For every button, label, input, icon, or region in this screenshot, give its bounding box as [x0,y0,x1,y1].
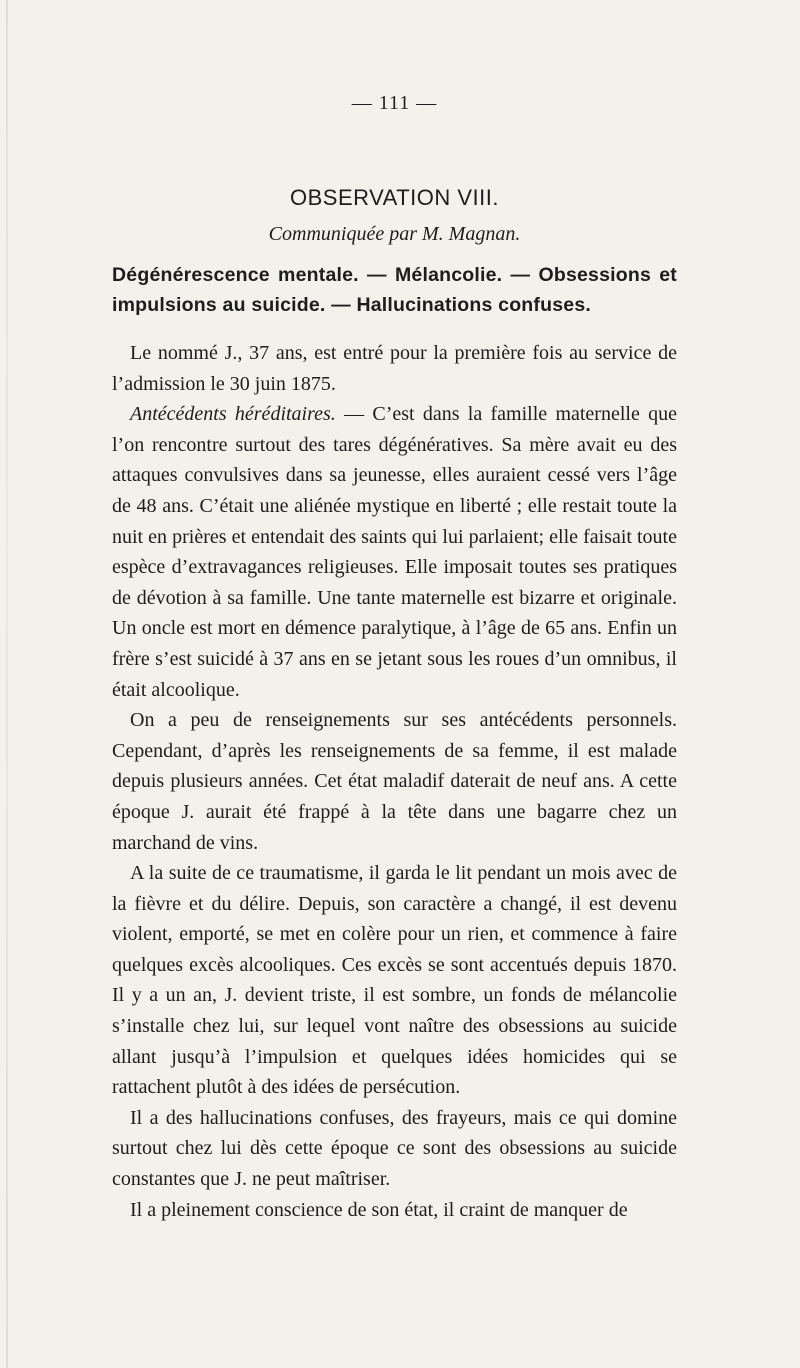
paragraph [112,1195,677,1226]
paragraph [112,338,677,399]
observation-subtitle: Communiquée par M. Magnan. [268,223,521,245]
page-content [112,92,677,1225]
paragraph-lead: Antécédents héréditaires. [130,403,336,426]
paragraph-text: Le nommé J., 37 ans, est entré pour la première fois au service de l’admission le 30 juin 1875. [112,342,677,395]
paragraph-text: Il a des hallucinations confuses, des frayeurs, mais ce qui domine surtout chez lui dès cette époque ce sont des obsessions au suicide constantes que J. ne peut maîtriser. [112,1106,677,1191]
paragraph [112,858,677,1103]
paragraph [112,399,677,705]
paragraph [112,1103,677,1195]
paragraph-text: Il a pleinement conscience de son état, il craint de manquer de [130,1198,628,1221]
paragraph-text: A la suite de ce traumatisme, il garda le lit pendant un mois avec de la fièvre et du délire. Depuis, son caractère a changé, il est devenu violent, emporté, se met en colère pour un rien, et commence à faire quelques excès alcooliques. Ces excès se sont accentués depuis 1870. Il y a un an, J. devient triste, il est sombre, un fonds de mélancolie s’installe chez lui, sur lequel vont naître des obsessions au suicide allant jusqu’à l’impulsion et quelques idées homicides qui se rattachent plutôt à des idées de persécution. [112,862,677,1099]
page-number: — 111 — [351,92,438,114]
paragraph [112,705,677,858]
paragraph-text: On a peu de renseignements sur ses antécédents personnels. Cependant, d’après les renseignements de sa femme, il est malade depuis plusieurs années. Cet état maladif daterait de neuf ans. A cette époque J. aurait été frappé à la tête dans une bagarre chez un marchand de vins. [112,709,677,854]
observation-summary: Dégénérescence mentale. — Mélancolie. — Obsessions et impulsions au suicide. — Hallucinations confuses. [112,264,677,316]
observation-title: OBSERVATION VIII. [290,185,499,210]
page-gutter-shadow [6,0,8,1368]
paragraph-text: — C’est dans la famille maternelle que l’on rencontre surtout des tares dégénératives. Sa mère avait eu des attaques convulsives dans sa jeunesse, elles auraient cessé vers l’âge de 48 ans. C’était une aliénée mystique en liberté ; elle restait toute la nuit en prières et entendait des saints qui lui parlaient; elle faisait toute espèce d’extravagances religieuses. Elle imposait toutes ses pratiques de dévotion à sa famille. Une tante maternelle est bizarre et originale. Un oncle est mort en démence paralytique, à l’âge de 65 ans. Enfin un frère s’est suicidé à 37 ans en se jetant sous les roues d’un omnibus, il était alcoolique. [112,403,677,701]
